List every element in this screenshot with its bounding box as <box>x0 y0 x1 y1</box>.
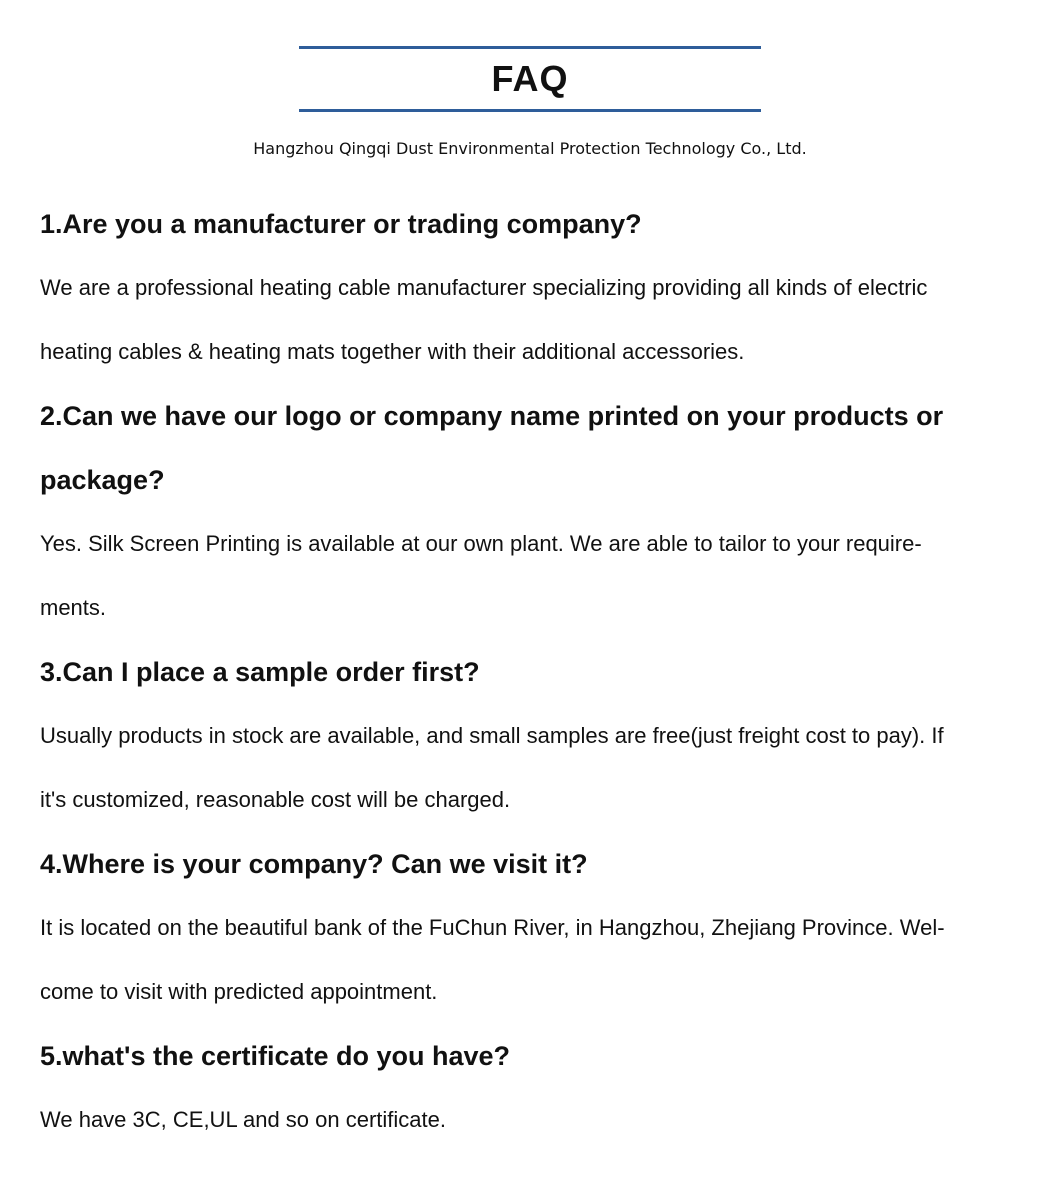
faq-item-5 <box>40 1024 1030 1152</box>
faq-item-2 <box>40 384 1030 640</box>
faq-item-3 <box>40 640 1030 832</box>
faq-answer-line: We are a professional heating cable manufacturer specializing providing all kinds of electric <box>40 275 928 300</box>
faq-answer-line: heating cables & heating mats together with their additional accessories. <box>40 339 745 364</box>
faq-question: package? <box>40 465 165 495</box>
company-name: Hangzhou Qingqi Dust Environmental Protection Technology Co., Ltd. <box>253 139 807 158</box>
faq-answer-line: come to visit with predicted appointment. <box>40 979 438 1004</box>
faq-question: 2.Can we have our logo or company name printed on your products or <box>40 401 944 431</box>
faq-question: 3.Can I place a sample order first? <box>40 657 480 687</box>
faq-list <box>40 192 1030 1152</box>
faq-answer-line: We have 3C, CE,UL and so on certificate. <box>40 1107 446 1132</box>
faq-answer-line: Usually products in stock are available, and small samples are free(just freight cost to pay). If <box>40 723 944 748</box>
page-title: FAQ <box>491 58 569 99</box>
faq-header <box>299 46 761 112</box>
faq-answer-line: Yes. Silk Screen Printing is available at our own plant. We are able to tailor to your require- <box>40 531 922 556</box>
faq-answer-line: ments. <box>40 595 107 620</box>
faq-answer-line: it's customized, reasonable cost will be charged. <box>40 787 511 812</box>
faq-question: 4.Where is your company? Can we visit it? <box>40 849 588 879</box>
faq-question: 1.Are you a manufacturer or trading company? <box>40 209 642 239</box>
faq-item-1 <box>40 192 1030 384</box>
faq-question: 5.what's the certificate do you have? <box>40 1041 511 1071</box>
faq-item-4 <box>40 832 1030 1024</box>
faq-answer-line: It is located on the beautiful bank of the FuChun River, in Hangzhou, Zhejiang Province. Wel- <box>40 915 945 940</box>
